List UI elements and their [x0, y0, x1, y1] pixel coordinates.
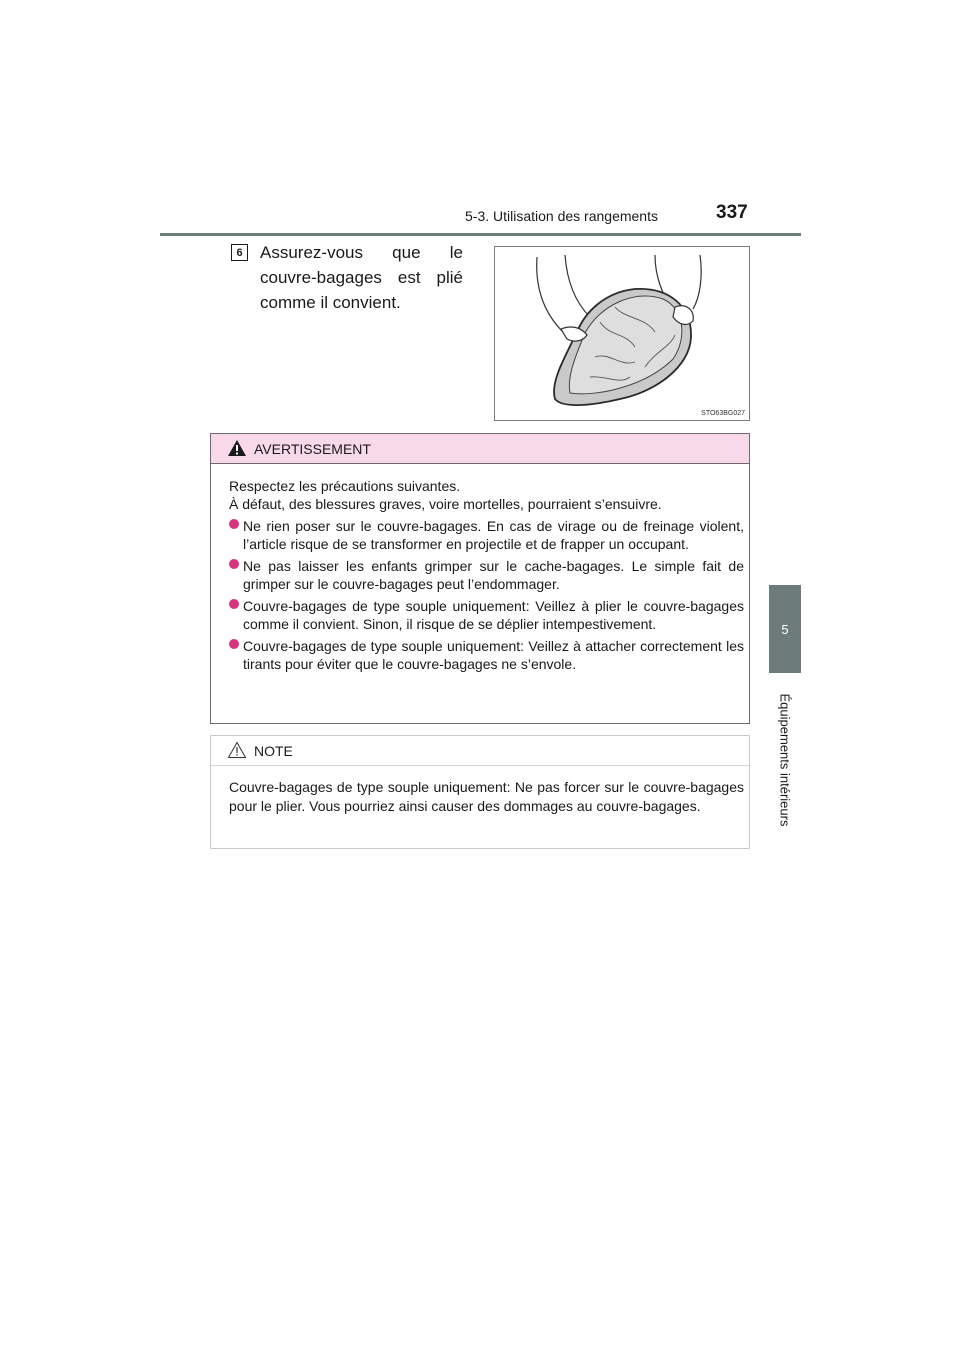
chapter-tab [769, 585, 801, 673]
chapter-title: Équipements intérieurs [777, 693, 793, 827]
page-number: 337 [716, 202, 748, 223]
step-badge [231, 244, 248, 261]
header-section-title: 5-3. Utilisation des rangements [465, 208, 658, 224]
warning-triangle-icon [227, 439, 247, 457]
warning-intro-1: Respectez les précautions suivantes. [229, 478, 461, 494]
warning-item-text: Ne rien poser sur le couvre-bagages. En cas de virage ou de freinage violent, l’article risque de se transformer en projectile et de frapper un occupant. [243, 518, 744, 552]
warning-title: AVERTISSEMENT [254, 441, 371, 457]
note-text: Couvre-bagages de type souple uniquement: Ne pas forcer sur le couvre-bagages pour le plier. Vous pourriez ainsi causer des dommages au couvre-bagages. [229, 779, 744, 814]
note-title: NOTE [254, 743, 293, 759]
caution-triangle-icon [227, 741, 247, 759]
header-rule [160, 233, 801, 236]
illustration [494, 246, 750, 421]
note-header [211, 736, 749, 766]
warning-item-text: Couvre-bagages de type souple uniquement: Veillez à attacher correctement les tirants pour éviter que le couvre-bagages ne s’envole. [243, 638, 744, 672]
step-number: 6 [236, 246, 243, 259]
bullet-dot-icon [229, 559, 239, 569]
chapter-number: 5 [781, 621, 789, 637]
note-box [210, 735, 750, 849]
warning-item [229, 637, 744, 673]
warning-item [229, 597, 744, 633]
bullet-dot-icon [229, 519, 239, 529]
warning-item [229, 557, 744, 593]
warning-item-text: Ne pas laisser les enfants grimper sur le cache-bagages. Le simple fait de grimper sur le couvre-bagages peut l’endommager. [243, 558, 744, 592]
warning-item-text: Couvre-bagages de type souple uniquement: Veillez à plier le couvre-bagages comme il convient. Sinon, il risque de se déplier intempestivement. [243, 598, 744, 632]
step-text: Assurez-vous que le couvre-bagages est plié comme il convient. [260, 243, 463, 312]
warning-header [211, 434, 749, 464]
warning-intro-2: À défaut, des blessures graves, voire mortelles, pourraient s’ensuivre. [229, 496, 662, 512]
warning-body [229, 477, 744, 673]
warning-item [229, 517, 744, 553]
folded-cover-illustration [495, 247, 749, 420]
warning-box [210, 433, 750, 724]
bullet-dot-icon [229, 599, 239, 609]
bullet-dot-icon [229, 639, 239, 649]
figure-code: STO63BG027 [701, 410, 745, 417]
